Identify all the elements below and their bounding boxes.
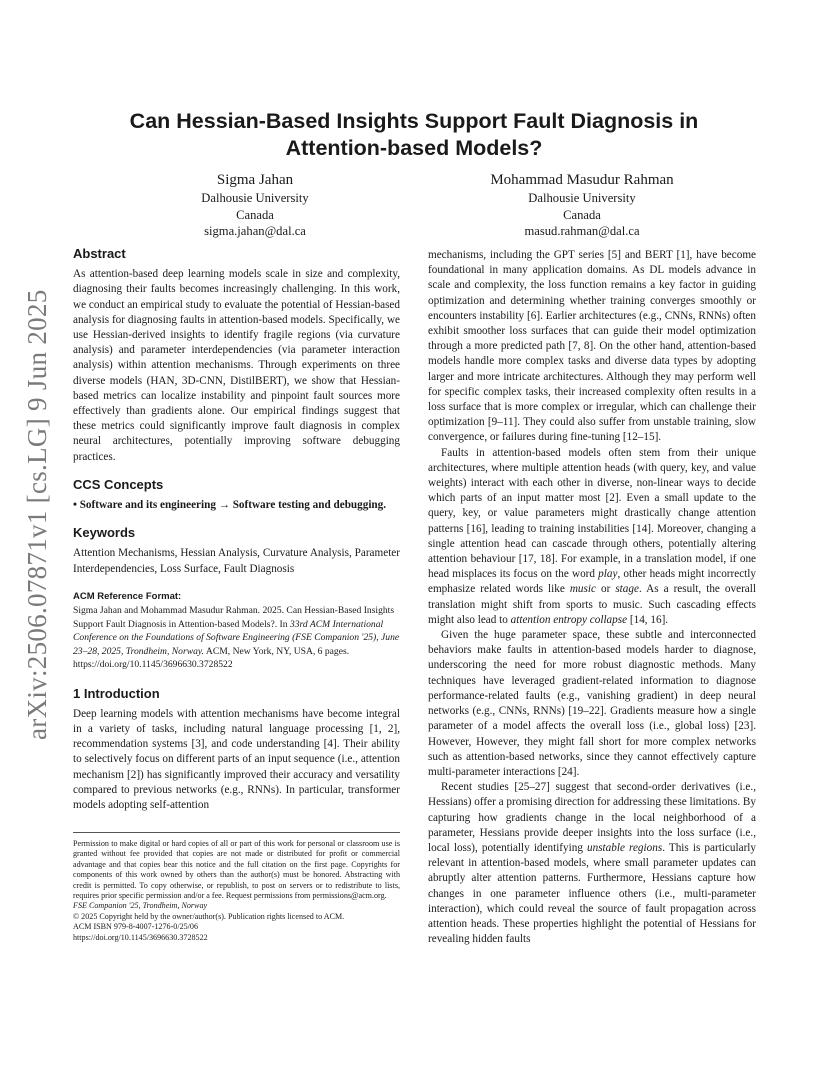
permission-text: Permission to make digital or hard copies of all or part of this work for personal or classroom use is granted without fee provided that copies are not made or distributed for profit or commercial advantage and that copies bear this notice and the full citation on the first page. Copyrights for components of this work owned by others than the author(s) must be honored. Abstracting with credit is permitted. To copy otherwise, or republish, to post on servers or to redistribute to lists, requires prior specific permission and/or a fee. Request permissions from permissions@acm.org.	[73, 839, 400, 901]
p2-em-stage: stage	[615, 583, 639, 596]
keywords-heading: Keywords	[73, 525, 136, 541]
paragraph-2	[428, 446, 756, 628]
acm-reference-publisher: ACM, New York, NY, USA, 6 pages. https://doi.org/10.1145/3696630.3728522	[73, 645, 350, 671]
permission-footnote	[73, 832, 400, 943]
p2-part-a: Faults in attention-based models often stem from their unique architectures, where multiple attention heads (with query, key, and value weights) interact with each other in diverse, non-linear ways to decide which parts of an input matter most [2]. Even a small update to the query, key, or value parameters might drastically change attention patterns [16], leading to training instabilities [14]. Moreover, changing a single attention head can cascade through others, potentially altering attention behaviour [17, 18]. For example, in a translation model, if one head misplaces its focus on the word	[428, 446, 756, 581]
paragraph-1: mechanisms, including the GPT series [5] and BERT [1], have become foundational in many application domains. As DL models advance in scale and complexity, the loss function remains a key factor in guiding optimization and determining whether training converges smoothly or encounters instability [6]. Earlier architectures (e.g., CNNs, RNNs) often exhibit smoother loss surfaces that can guide their model optimization through a more predicted path [7, 8]. On the other hand, attention-based models handle more complex tasks and diverse data types by adopting larger and more intricate architectures. Although they may perform well for specific complex tasks, their increased complexity often results in a loss surface that is more complex or irregular, which can challenge their optimization [9–11]. They could also suffer from unstable training, slow convergence, or failures during fine-tuning [12–15].	[428, 249, 756, 444]
doi-link[interactable]: https://doi.org/10.1145/3696630.3728522	[73, 932, 208, 942]
author-affiliation: Dalhousie University	[201, 191, 309, 205]
acm-reference-venue: 33rd ACM International Conference on the Foundations of Software Engineering (FSE Companion '25), June 23–28, 2025, Trondheim, Norway.	[73, 618, 400, 657]
paper-title	[90, 108, 738, 162]
copyright-line: © 2025 Copyright held by the owner/author(s). Publication rights licensed to ACM.	[73, 911, 345, 921]
p2-em-play: play	[598, 568, 618, 581]
paragraph-3: Given the huge parameter space, these subtle and interconnected behaviors make faults in attention-based models harder to diagnose, underscoring the need for more robust diagnostic methods. Many techniques have leveraged gradient-related information to diagnose performance-related faults (e.g., vanishing gradient) in deep neural networks (e.g., CNNs, RNNs) [19–22]. Gradients measure how a single parameter of a model affects the overall loss (i.e., global loss) [23]. However, However, they might fall short for more complex networks such as attention-based networks, since they cannot effectively capture multi-parameter interactions [24].	[428, 629, 756, 778]
p4-part-a: Recent studies [25–27] suggest that second-order derivatives (i.e., Hessians) offer a promising direction for addressing these limitations. By capturing how gradients change in the local neighborhood of a parameter, Hessians provide deeper insights into the loss surface (i.e., local loss), potentially identifying	[428, 781, 756, 854]
author-name: Mohammad Masudur Rahman	[490, 172, 674, 188]
author-email[interactable]: masud.rahman@dal.ca	[524, 224, 640, 238]
author-country: Canada	[236, 207, 274, 222]
ccs-text: • Software and its engineering → Software testing and debugging.	[73, 499, 387, 512]
p2-part-b: , other heads might incorrectly emphasize related words like	[428, 568, 756, 596]
right-column	[428, 248, 756, 947]
isbn-line: ACM ISBN 979-8-4007-1276-0/25/06	[73, 922, 199, 932]
left-column	[73, 246, 400, 813]
permission-venue	[73, 901, 400, 911]
title-line-1: Can Hessian-Based Insights Support Fault Diagnosis in	[129, 109, 699, 133]
p2-part-d: . As a result, the overall translation might shift from sports to music. Such cascading effects might also lead to	[428, 583, 756, 626]
paragraph-4	[428, 780, 756, 947]
venue-text: FSE Companion '25, Trondheim, Norway	[73, 901, 208, 911]
introduction-paragraph: Deep learning models with attention mechanisms have become integral in a variety of tasks, including natural language processing [1, 2], recommendation systems [3], and code understanding [4]. Their ability to selectively focus on different parts of an input sequence (i.e., attention mechanism [2]) has significantly improved their accuracy and versatility compared to previous networks (e.g., RNNs). In particular, transformer models adopting self-attention	[73, 707, 400, 811]
acm-reference-authors: Sigma Jahan and Mohammad Masudur Rahman. 2025. Can Hessian-Based Insights Support Fault Diagnosis in Attention-based Models?. In	[73, 605, 395, 630]
keywords-text: Attention Mechanisms, Hessian Analysis, Curvature Analysis, Parameter Interdependencies, Loss Surface, Fault Diagnosis	[73, 547, 400, 575]
author-country: Canada	[563, 207, 601, 222]
p4-part-b: . This is particularly relevant in attention-based models, where small parameter updates can abruptly alter attention patterns. Furthermore, Hessians capture how changes in one parameter influence others (i.e., multi-parameter interaction), which could reveal the source of fault propagation across attention heads. These properties highlight the potential of Hessians for revealing hidden faults	[428, 841, 756, 946]
author-block-1	[140, 170, 370, 240]
author-affiliation: Dalhousie University	[528, 191, 636, 205]
p4-em-unstable: unstable regions	[587, 841, 663, 854]
introduction-heading: 1 Introduction	[73, 685, 160, 701]
abstract-heading: Abstract	[73, 246, 126, 261]
acm-reference-text	[73, 604, 400, 672]
title-line-2: Attention-based Models?	[285, 136, 543, 160]
p2-em-collapse: attention entropy collapse	[510, 613, 628, 626]
p2-part-e: [14, 16].	[627, 613, 669, 626]
p2-em-music: music	[569, 583, 596, 596]
abstract-text: As attention-based deep learning models scale in size and complexity, diagnosing their faults becomes increasingly challenging. In this work, we conduct an empirical study to evaluate the potential of Hessian-based analysis for diagnosing faults in attention-based models. Specifically, we use Hessian-derived insights to identify fragile regions (via curvature analysis) and parameter interdependencies (via parameter interaction analysis) within attention mechanisms. Through experiments on three diverse models (HAN, 3D-CNN, DistilBERT), we show that Hessian-based metrics can localize instability and pinpoint fault sources more effectively than gradients alone. Our empirical findings suggest that these metrics could significantly improve fault diagnosis in complex neural architectures, potentially improving software debugging practices.	[73, 268, 400, 463]
author-block-2	[462, 170, 702, 240]
acm-reference-heading: ACM Reference Format:	[73, 590, 182, 602]
author-name: Sigma Jahan	[216, 172, 294, 188]
p2-part-c: or	[595, 583, 616, 596]
arxiv-identifier: arXiv:2506.07871v1 [cs.LG] 9 Jun 2025	[22, 289, 52, 740]
ccs-heading: CCS Concepts	[73, 476, 164, 492]
author-email[interactable]: sigma.jahan@dal.ca	[204, 224, 306, 238]
